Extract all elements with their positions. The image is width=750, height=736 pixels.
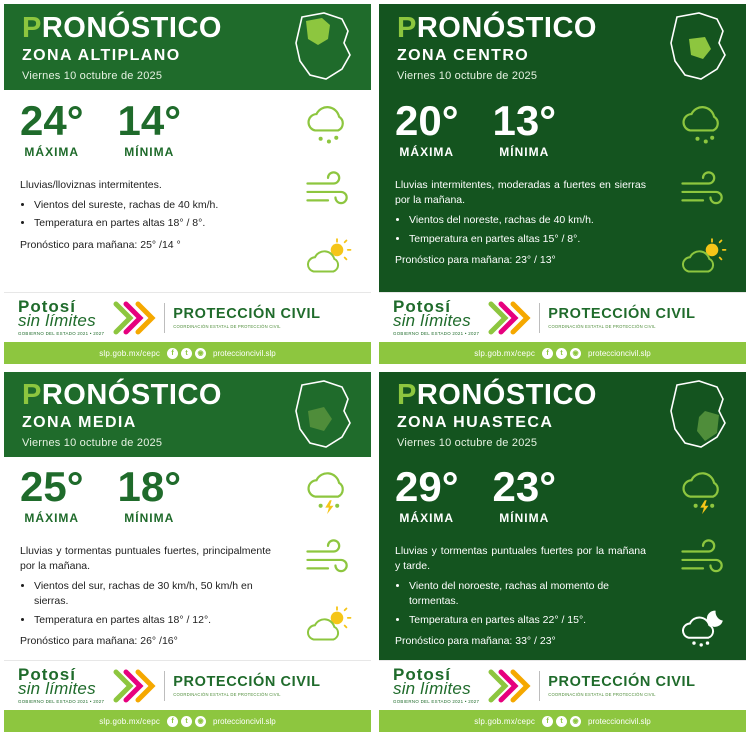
potosi-wordmark — [393, 667, 479, 703]
min-temp-value: 13° — [492, 96, 557, 144]
web-strip — [4, 710, 371, 732]
forecast-tomorrow: Pronóstico para mañana: 33° / 23° — [395, 634, 556, 647]
potosi-x-logo-icon — [487, 668, 531, 704]
max-temp-label: MÁXIMA — [24, 144, 80, 159]
facebook-icon[interactable]: f — [542, 716, 553, 727]
forecast-bullet: • Temperatura en partes altas 22° / 15°. — [409, 613, 646, 628]
forecast-bullets — [409, 579, 646, 628]
website-url[interactable]: slp.gob.mx/cepc — [474, 716, 536, 726]
min-temp-label: MÍNIMA — [124, 144, 175, 159]
min-temp-value: 14° — [117, 96, 182, 144]
potosi-line1: Potosí — [18, 665, 76, 685]
zone-label: ZONA HUASTECA — [397, 414, 554, 432]
forecast-bullet: • Vientos del sureste, rachas de 40 km/h. — [34, 198, 271, 213]
map-centro-icon — [658, 8, 740, 86]
proteccion-civil-block — [173, 674, 320, 697]
forecast-summary: Lluvias y tormentas puntuales fuertes, principalmente por la mañana. — [20, 544, 271, 572]
social-icons — [167, 348, 206, 359]
divider — [164, 671, 165, 701]
min-temp-block — [492, 96, 557, 159]
potosi-line1: Potosí — [393, 297, 451, 317]
potosi-x-logo-icon — [112, 668, 156, 704]
min-temp-label: MÍNIMA — [499, 144, 550, 159]
brand-footer — [4, 292, 371, 342]
potosi-line2: sin límites — [18, 311, 96, 331]
max-temp-block — [395, 96, 459, 159]
max-temp-block — [20, 96, 84, 159]
instagram-icon[interactable]: ◉ — [570, 716, 581, 727]
proteccion-civil-block — [548, 674, 695, 697]
proteccion-civil-block — [548, 306, 695, 329]
forecast-tomorrow: Pronóstico para mañana: 25° /14 ° — [20, 238, 181, 251]
max-temp-label: MÁXIMA — [24, 510, 80, 525]
proteccion-civil-sub: COORDINACIÓN ESTATAL DE PROTECCIÓN CIVIL — [173, 692, 281, 697]
max-temp-value: 24° — [20, 96, 84, 144]
forecast-detail — [4, 534, 371, 660]
forecast-bullet: • Vientos del noreste, rachas de 40 km/h. — [409, 213, 646, 228]
potosi-line3: GOBIERNO DEL ESTADO 2021 • 2027 — [18, 330, 105, 336]
divider — [164, 303, 165, 333]
page-title: PRONÓSTICO — [397, 12, 597, 44]
forecast-bullet: • Viento del noroeste, rachas al momento de tormentas. — [409, 579, 646, 609]
zone-label: ZONA MEDIA — [22, 414, 137, 432]
instagram-icon[interactable]: ◉ — [195, 348, 206, 359]
facebook-icon[interactable]: f — [167, 716, 178, 727]
social-icons — [542, 716, 581, 727]
min-temp-label: MÍNIMA — [499, 510, 550, 525]
potosi-line1: Potosí — [393, 665, 451, 685]
web-strip — [379, 710, 746, 732]
forecast-bullet: • Temperatura en partes altas 18° / 8°. — [34, 216, 271, 231]
min-temp-value: 23° — [492, 462, 557, 510]
social-handle[interactable]: proteccioncivil.slp — [213, 716, 276, 726]
potosi-line3: GOBIERNO DEL ESTADO 2021 • 2027 — [393, 698, 480, 704]
social-icons — [167, 716, 206, 727]
forecast-card-altiplano — [0, 0, 375, 368]
temperature-row — [379, 90, 746, 168]
forecast-summary: Lluvias intermitentes, moderadas a fuertes en sierras por la mañana. — [395, 179, 646, 207]
web-strip — [379, 342, 746, 364]
twitter-icon[interactable]: t — [181, 716, 192, 727]
max-temp-block — [20, 462, 84, 525]
website-url[interactable]: slp.gob.mx/cepc — [99, 348, 161, 358]
forecast-bullet: • Temperatura en partes altas 15° / 8°. — [409, 232, 646, 247]
potosi-wordmark — [18, 299, 104, 335]
forecast-bullets — [34, 579, 271, 628]
proteccion-civil-title: PROTECCIÓN CIVIL — [548, 306, 696, 322]
date-label: Viernes 10 octubre de 2025 — [397, 70, 538, 82]
temperature-row — [379, 457, 746, 534]
facebook-icon[interactable]: f — [542, 348, 553, 359]
web-strip — [4, 342, 371, 364]
potosi-wordmark — [18, 667, 104, 703]
potosi-x-logo-icon — [487, 300, 531, 336]
min-temp-value: 18° — [117, 462, 182, 510]
potosi-line2: sin límites — [393, 679, 471, 699]
instagram-icon[interactable]: ◉ — [195, 716, 206, 727]
social-handle[interactable]: proteccioncivil.slp — [588, 716, 651, 726]
potosi-wordmark — [393, 299, 479, 335]
potosi-line3: GOBIERNO DEL ESTADO 2021 • 2027 — [18, 698, 105, 704]
brand-footer — [379, 660, 746, 710]
min-temp-block — [117, 96, 182, 159]
forecast-card-media — [0, 368, 375, 736]
max-temp-value: 29° — [395, 462, 459, 510]
twitter-icon[interactable]: t — [181, 348, 192, 359]
max-temp-value: 25° — [20, 462, 84, 510]
social-handle[interactable]: proteccioncivil.slp — [213, 348, 276, 358]
min-temp-block — [117, 462, 182, 525]
zone-label: ZONA ALTIPLANO — [22, 47, 181, 64]
date-label: Viernes 10 octubre de 2025 — [397, 437, 538, 450]
potosi-x-logo-icon — [112, 300, 156, 336]
potosi-line2: sin límites — [18, 679, 96, 699]
page-title: PRONÓSTICO — [22, 379, 222, 412]
map-media-icon — [283, 376, 365, 454]
forecast-detail — [379, 168, 746, 292]
divider — [539, 671, 540, 701]
forecast-card-huasteca — [375, 368, 750, 736]
map-altiplano-icon — [283, 8, 365, 86]
website-url[interactable]: slp.gob.mx/cepc — [474, 348, 536, 358]
proteccion-civil-title: PROTECCIÓN CIVIL — [173, 674, 321, 690]
website-url[interactable]: slp.gob.mx/cepc — [99, 716, 161, 726]
page-title: PRONÓSTICO — [22, 12, 222, 44]
social-handle[interactable]: proteccioncivil.slp — [588, 348, 651, 358]
forecast-tomorrow: Pronóstico para mañana: 26° /16° — [20, 634, 178, 647]
proteccion-civil-sub: COORDINACIÓN ESTATAL DE PROTECCIÓN CIVIL — [173, 324, 281, 329]
forecast-card-centro — [375, 0, 750, 368]
forecast-summary: Lluvias y tormentas puntuales fuertes por la mañana y tarde. — [395, 544, 646, 572]
max-temp-label: MÁXIMA — [399, 510, 455, 525]
card-header — [379, 372, 746, 457]
date-label: Viernes 10 octubre de 2025 — [22, 70, 163, 82]
forecast-bullet: • Vientos del sur, rachas de 30 km/h, 50 km/h en sierras. — [34, 579, 271, 609]
forecast-bullets — [409, 213, 646, 246]
max-temp-value: 20° — [395, 96, 459, 144]
forecast-detail — [4, 168, 371, 292]
proteccion-civil-sub: COORDINACIÓN ESTATAL DE PROTECCIÓN CIVIL — [548, 692, 656, 697]
facebook-icon[interactable]: f — [167, 348, 178, 359]
card-header — [4, 4, 371, 90]
card-header — [379, 4, 746, 90]
proteccion-civil-title: PROTECCIÓN CIVIL — [548, 674, 696, 690]
proteccion-civil-title: PROTECCIÓN CIVIL — [173, 306, 321, 322]
instagram-icon[interactable]: ◉ — [570, 348, 581, 359]
page-title: PRONÓSTICO — [397, 379, 597, 412]
potosi-line1: Potosí — [18, 297, 76, 317]
min-temp-label: MÍNIMA — [124, 510, 175, 525]
divider — [539, 303, 540, 333]
forecast-tomorrow: Pronóstico para mañana: 23° / 13° — [395, 253, 556, 266]
date-label: Viernes 10 octubre de 2025 — [22, 437, 163, 450]
potosi-line3: GOBIERNO DEL ESTADO 2021 • 2027 — [393, 330, 480, 336]
max-temp-block — [395, 462, 459, 525]
brand-footer — [4, 660, 371, 710]
twitter-icon[interactable]: t — [556, 716, 567, 727]
proteccion-civil-sub: COORDINACIÓN ESTATAL DE PROTECCIÓN CIVIL — [548, 324, 656, 329]
forecast-bullets — [34, 198, 271, 231]
temperature-row — [4, 457, 371, 534]
min-temp-block — [492, 462, 557, 525]
forecast-summary: Lluvias/lloviznas intermitentes. — [20, 179, 162, 191]
map-huasteca-icon — [658, 376, 740, 454]
forecast-detail — [379, 534, 746, 660]
forecast-bullet: • Temperatura en partes altas 18° / 12°. — [34, 613, 271, 628]
temperature-row — [4, 90, 371, 168]
brand-footer — [379, 292, 746, 342]
max-temp-label: MÁXIMA — [399, 144, 455, 159]
twitter-icon[interactable]: t — [556, 348, 567, 359]
potosi-line2: sin límites — [393, 311, 471, 331]
proteccion-civil-block — [173, 306, 320, 329]
zone-label: ZONA CENTRO — [397, 47, 530, 64]
card-header — [4, 372, 371, 457]
social-icons — [542, 348, 581, 359]
